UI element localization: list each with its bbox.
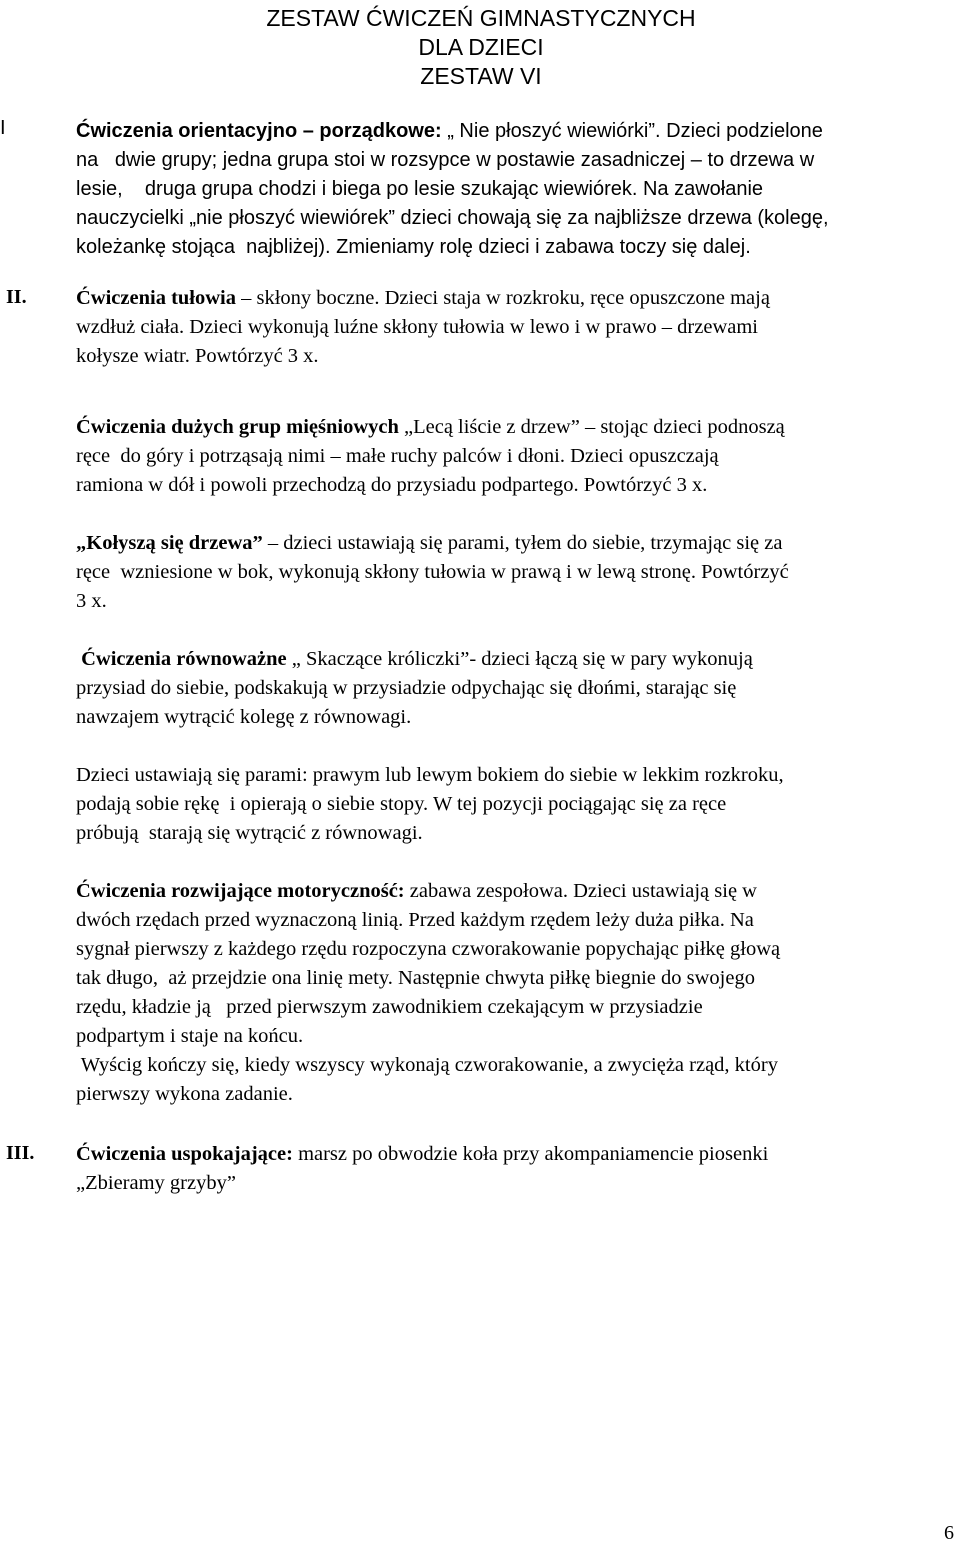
section-2-line-0: – skłony boczne. Dzieci staja w rozkroku, ręce opuszczone mają (236, 287, 770, 309)
section-8-line-0: marsz po obwodzie koła przy akompaniamencie piosenki (292, 1143, 769, 1165)
section-7-paragraph (76, 877, 956, 1109)
section-2-heading: Ćwiczenia tułowia (76, 287, 236, 309)
section-numeral-3: III. (6, 1142, 35, 1164)
section-7-line-4: rzędu, kładzie ją przed pierwszym zawodnikiem czekającym w przysiadzie (76, 996, 703, 1018)
section-7-line-2: sygnał pierwszy z każdego rzędu rozpoczyna czworakowanie popychając piłkę głową (76, 938, 781, 960)
section-4-line-2: 3 x. (76, 590, 107, 612)
section-5-heading: Ćwiczenia równoważne (76, 648, 287, 670)
section-5-paragraph (76, 645, 956, 732)
section-numeral-2: II. (6, 286, 27, 308)
section-3-line-1: ręce do góry i potrząsają nimi – małe ruchy palców i dłoni. Dzieci opuszczają (76, 445, 719, 467)
title-line-2: DLA DZIECI (418, 34, 544, 60)
section-7-line-3: tak długo, aż przejdzie ona linię mety. Następnie chwyta piłkę biegnie do swojego (76, 967, 755, 989)
section-2-paragraph (76, 284, 956, 371)
section-7-line-0: zabawa zespołowa. Dzieci ustawiają się w (404, 880, 757, 902)
section-6-paragraph (76, 761, 956, 848)
section-6-line-1: podają sobie rękę i opierają o siebie stopy. W tej pozycji pociągając się za ręce (76, 793, 727, 815)
section-3-paragraph (76, 413, 956, 500)
section-1-line-2: lesie, druga grupa chodzi i biega po lesie szukając wiewiórek. Na zawołanie (76, 178, 764, 200)
section-2-line-1: wzdłuż ciała. Dzieci wykonują luźne skłony tułowia w lewo i w prawo – drzewami (76, 316, 758, 338)
section-7-line-6: Wyścig kończy się, kiedy wszyscy wykonają czworakowanie, a zwycięża rząd, który (76, 1054, 778, 1076)
section-7-heading: Ćwiczenia rozwijające motoryczność: (76, 880, 405, 902)
section-1-line-0: „ Nie płoszyć wiewiórki”. Dzieci podzielone (441, 120, 823, 142)
section-7-line-5: podpartym i staje na końcu. (76, 1025, 304, 1047)
document-title (246, 4, 716, 91)
section-6-line-2: próbują starają się wytrącić z równowagi. (76, 822, 423, 844)
section-7-line-7: pierwszy wykona zadanie. (76, 1083, 293, 1105)
section-8-line-1: „Zbieramy grzyby” (76, 1172, 236, 1194)
section-numeral-1: I (0, 117, 6, 139)
section-8-heading: Ćwiczenia uspokajające: (76, 1143, 293, 1165)
section-4-line-0: – dzieci ustawiają się parami, tyłem do siebie, trzymając się za (262, 532, 783, 554)
section-1-line-3: nauczycielki „nie płoszyć wiewiórek” dzieci chowają się za najbliższe drzewa (kolegę, (76, 207, 829, 229)
section-1-line-4: koleżankę stojąca najbliżej). Zmieniamy rolę dzieci i zabawa toczy się dalej. (76, 236, 751, 258)
section-7-line-1: dwóch rzędach przed wyznaczoną linią. Przed każdym rzędem leży duża piłka. Na (76, 909, 754, 931)
title-line-3: ZESTAW VI (420, 63, 542, 89)
section-3-heading: Ćwiczenia dużych grup mięśniowych (76, 416, 399, 438)
section-1-paragraph (76, 117, 956, 262)
title-line-1: ZESTAW ĆWICZEŃ GIMNASTYCZNYCH (266, 5, 696, 31)
section-5-line-0: „ Skaczące króliczki”- dzieci łączą się w pary wykonują (286, 648, 753, 670)
section-8-paragraph (76, 1140, 956, 1198)
section-2-line-2: kołysze wiatr. Powtórzyć 3 x. (76, 345, 319, 367)
section-4-paragraph (76, 529, 956, 616)
section-6-line-0: Dzieci ustawiają się parami: prawym lub lewym bokiem do siebie w lekkim rozkroku, (76, 764, 784, 786)
section-3-line-2: ramiona w dół i powoli przechodzą do przysiadu podpartego. Powtórzyć 3 x. (76, 474, 708, 496)
section-5-line-2: nawzajem wytrącić kolegę z równowagi. (76, 706, 412, 728)
page-number: 6 (944, 1522, 954, 1544)
section-1-heading: Ćwiczenia orientacyjno – porządkowe: (76, 120, 442, 142)
section-4-line-1: ręce wzniesione w bok, wykonują skłony tułowia w prawą i w lewą stronę. Powtórzyć (76, 561, 789, 583)
section-4-heading: „Kołyszą się drzewa” (76, 532, 263, 554)
section-1-line-1: na dwie grupy; jedna grupa stoi w rozsypce w postawie zasadniczej – to drzewa w (76, 149, 815, 171)
section-5-line-1: przysiad do siebie, podskakują w przysiadzie odpychając się dłońmi, starając się (76, 677, 737, 699)
section-3-line-0: „Lecą liście z drzew” – stojąc dzieci podnoszą (398, 416, 785, 438)
